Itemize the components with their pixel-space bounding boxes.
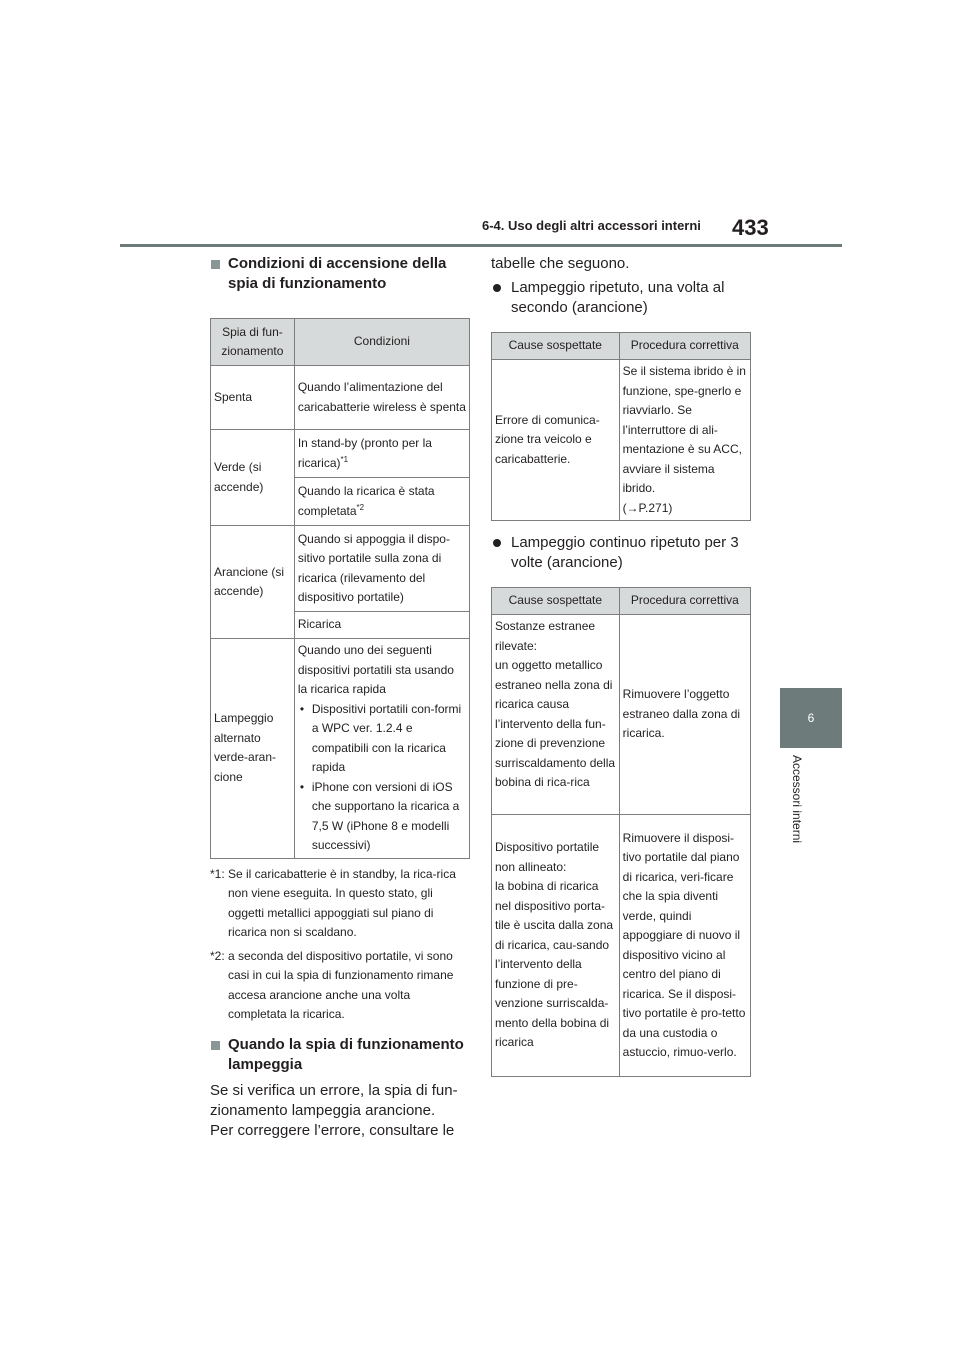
square-bullet-icon (211, 1041, 220, 1050)
table-header: Cause sospettate (492, 333, 620, 360)
list-item: • iPhone con versioni di iOS che supportano la ricarica a 7,5 W (iPhone 8 e modelli successivi) (298, 778, 466, 856)
table-row: Quando la ricarica è stata completata$^{*2}$ (211, 478, 470, 526)
table-header: Cause sospettate (492, 588, 620, 615)
left-column (210, 254, 470, 1141)
table-row: Sostanze estranee rilevate: un oggetto metallico estraneo nella zona di ricarica causa l’intervento della fun-zione di prevenzione surriscaldamento della bobina di rica-rica Rimuovere l’oggetto estraneo dalla zona di ricarica. (492, 615, 751, 815)
right-column (491, 254, 751, 1077)
table-row: Dispositivo portatile non allineato: la bobina di ricarica nel dispositivo porta-tile è uscita dalla zona di ricarica, cau-sando l’intervento della funzione di pre-venzione surriscalda-mento della bobina di ricarica Rimuovere il disposi-tivo portatile dal piano di ricarica, veri-ficare che la spia diventi verde, quindi appoggiare di nuovo il dispositivo vicino al centro del piano di ricarica. Se il disposi-tivo portatile è pro-tetto da una custodia o astuccio, rimuo-verlo. (492, 815, 751, 1077)
chapter-label: Accessori interni (790, 755, 804, 844)
table-header: Procedura correttiva (619, 588, 750, 615)
error-table-2 (491, 587, 751, 1077)
table-row: Spenta Quando l’alimentazione del caricabatterie wireless è spenta (211, 366, 470, 430)
section-heading: Condizioni di accensione della spia di funzionamento (210, 254, 470, 294)
table-row: Lampeggio alternato verde-aran-cione Quando uno dei seguenti dispositivi portatili sta usando la ricarica rapida • Dispositivi portatili con-formi a WPC ver. 1.2.4 e compatibili con la ricarica rapida • iPhone con versioni di iOS che supportano la ricarica a 7,5 W (iPhone 8 e modelli successivi) (211, 639, 470, 859)
bullet-item: Lampeggio ripetuto, una volta al secondo (arancione) (491, 278, 751, 318)
footnote: *2: a seconda del dispositivo portatile, vi sono casi in cui la spia di funzionamento rimane accesa arancione anche una volta completata la ricarica. (210, 948, 454, 1021)
section-heading: Quando la spia di funzionamento lampeggia (210, 1035, 470, 1075)
chapter-tab: 6 (780, 688, 842, 748)
table-header: Condizioni (294, 319, 469, 366)
indicator-table (210, 318, 470, 859)
table-header: Procedura correttiva (619, 333, 750, 360)
bullet-icon (493, 284, 501, 292)
body-text: Se si verifica un errore, la spia di fun-zionamento lampeggia arancione. (210, 1081, 458, 1119)
body-text: tabelle che seguono. (491, 255, 630, 272)
list-item: • Dispositivi portatili con-formi a WPC ver. 1.2.4 e compatibili con la ricarica rapida (298, 700, 466, 778)
table-row: Errore di comunica-zione tra veicolo e caricabatterie. Se il sistema ibrido è in funzione, spe-gnerlo e riavviarlo. Se l’interruttore di ali-mentazione è su ACC, avviare il sistema ibrido. (→P.271) (492, 360, 751, 521)
header-rule (120, 244, 842, 247)
table-row: Verde (si accende) In stand-by (pronto per la ricarica)$^{*1}$ (211, 430, 470, 478)
error-table-1 (491, 332, 751, 521)
table-header: Spia di fun-zionamento (211, 319, 295, 366)
footnote: *1: Se il caricabatterie è in standby, la rica-rica non viene eseguita. In questo stato, gli oggetti metallici appoggiati sul piano di ricarica non si scaldano. (210, 866, 456, 939)
table-row: Arancione (si accende) Quando si appoggia il dispo-sitivo portatile sulla zona di ricarica (rilevamento del dispositivo portatile) (211, 526, 470, 612)
section-title: 6-4. Uso degli altri accessori interni (482, 218, 701, 233)
table-row: Ricarica (211, 612, 470, 639)
square-bullet-icon (211, 260, 220, 269)
bullet-item: Lampeggio continuo ripetuto per 3 volte (arancione) (491, 533, 751, 573)
page-number: 433 (732, 215, 769, 240)
bullet-icon (493, 539, 501, 547)
body-text: Per correggere l’errore, consultare le (210, 1121, 455, 1139)
